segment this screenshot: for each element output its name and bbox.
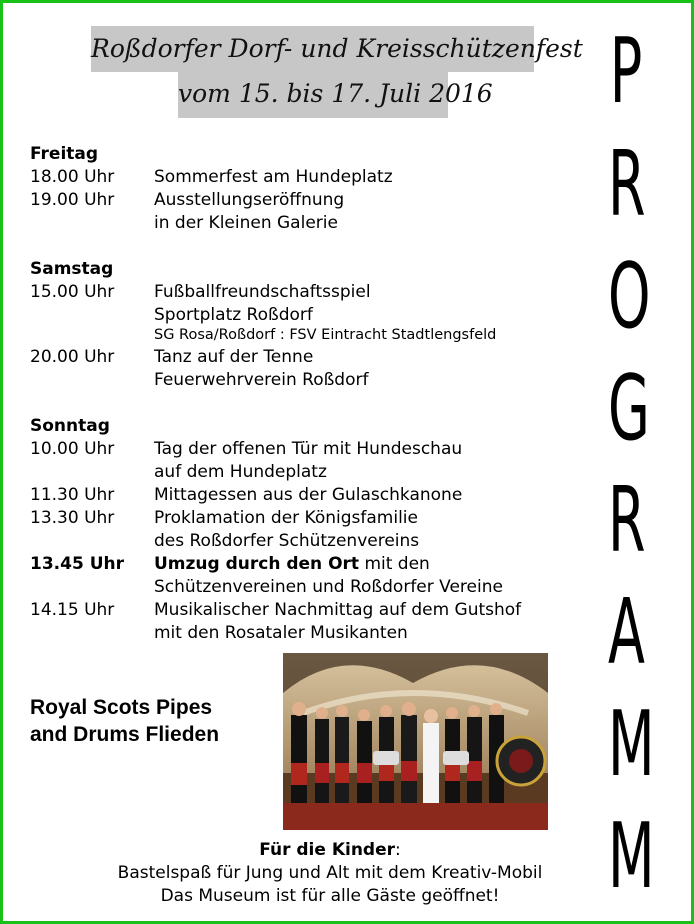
schedule-description: Sommerfest am Hundeplatz	[154, 167, 393, 187]
schedule-description: Tanz auf der Tenne	[154, 347, 314, 367]
schedule-description: auf dem Hundeplatz	[154, 462, 327, 482]
event-title-line1: Roßdorfer Dorf- und Kreisschützenfest	[91, 26, 534, 72]
schedule-time: 15.00 Uhr	[30, 282, 115, 302]
schedule-description: Ausstellungseröffnung	[154, 190, 345, 210]
program-letter: R	[608, 468, 646, 573]
museum-info-line: Das Museum ist für alle Gäste geöffnet!	[160, 886, 500, 906]
program-letter: O	[608, 244, 651, 349]
schedule-description: Proklamation der Königsfamilie	[154, 508, 418, 528]
band-photo	[283, 653, 548, 830]
schedule-description: Fußballfreundschaftsspiel	[154, 282, 371, 302]
schedule-time: 19.00 Uhr	[30, 190, 115, 210]
program-letter: A	[608, 580, 645, 685]
kids-heading-line	[30, 840, 630, 860]
program-letter: R	[608, 132, 646, 237]
schedule-description: Mittagessen aus der Gulaschkanone	[154, 485, 463, 505]
program-letter: P	[609, 19, 643, 124]
parade-rest: mit den	[359, 554, 430, 574]
schedule-time: 14.15 Uhr	[30, 600, 115, 620]
day-heading-sunday: Sonntag	[30, 416, 110, 436]
day-heading-friday: Freitag	[30, 144, 99, 164]
schedule-description: Schützenvereinen und Roßdorfer Vereine	[154, 577, 503, 597]
schedule-description: in der Kleinen Galerie	[154, 213, 338, 233]
schedule-description	[154, 554, 430, 574]
program-letter: M	[608, 804, 655, 909]
schedule-time: 13.45 Uhr	[30, 554, 124, 574]
band-name-line1: Royal Scots Pipes	[30, 696, 213, 719]
schedule-time: 10.00 Uhr	[30, 439, 115, 459]
match-teams: SG Rosa/Roßdorf : FSV Eintracht Stadtlengsfeld	[154, 327, 497, 343]
band-name	[30, 694, 219, 748]
event-title-line2: vom 15. bis 17. Juli 2016	[178, 72, 448, 118]
schedule-description: des Roßdorfer Schützenvereins	[154, 531, 420, 551]
band-photo-illustration	[283, 653, 548, 830]
program-letter: M	[608, 692, 655, 797]
schedule-description: Feuerwehrverein Roßdorf	[154, 370, 369, 390]
kids-info-line1: Bastelspaß für Jung und Alt mit dem Kreativ-Mobil	[117, 863, 543, 883]
schedule-description: mit den Rosataler Musikanten	[154, 623, 408, 643]
band-name-line2: and Drums Flieden	[30, 723, 220, 746]
kids-heading-colon: :	[395, 840, 401, 860]
schedule-time: 18.00 Uhr	[30, 167, 115, 187]
schedule-time: 20.00 Uhr	[30, 347, 115, 367]
kids-heading: Für die Kinder	[259, 840, 396, 860]
schedule-description: Sportplatz Roßdorf	[154, 305, 313, 325]
day-heading-saturday: Samstag	[30, 259, 114, 279]
schedule-description: Musikalischer Nachmittag auf dem Gutshof	[154, 600, 522, 620]
schedule-time: 13.30 Uhr	[30, 508, 115, 528]
schedule-description: Tag der offenen Tür mit Hundeschau	[154, 439, 463, 459]
schedule-time: 11.30 Uhr	[30, 485, 115, 505]
parade-highlight: Umzug durch den Ort	[154, 554, 360, 574]
program-letter: G	[608, 356, 650, 461]
